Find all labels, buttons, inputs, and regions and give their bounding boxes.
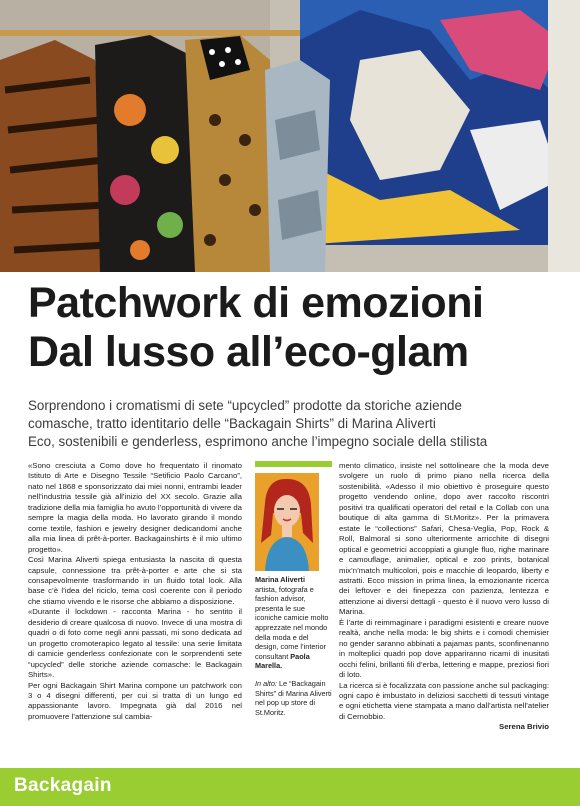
sidebar-bio [255, 575, 332, 671]
sidebar-description: artista, fotografa e fashion advisor, presenta le sue iconiche camicie molto apprezzate nel mondo della moda e del design, come l’interior consultant [255, 584, 329, 661]
woman-portrait-icon [255, 473, 319, 571]
accent-bar [255, 461, 332, 467]
shirts-on-rack-illustration [0, 0, 580, 272]
article-subtitle [28, 397, 568, 451]
caption-label: In alto: [255, 678, 279, 688]
sidebar-name-2: Paola Marella. [255, 651, 310, 671]
body-paragraph: «Sono cresciuta a Como dove ho frequentato il rinomato Istituto di Arte e Disegno Tessile “Setificio Paolo Carcano”, nato nel 1868 e sponsorizzato dai miei nonni, entrambi leader nell’industria tessile già all’inizio del XX secolo. Grazie alla tradizione della mia famiglia ho avuto l’opportunità di vivere da sempre la magia della moda. Ho lavorato girando il mondo come textile, fashion e jewelry designer dedicandomi anche alla mia linea di prêt-à-porter. Backagainshirts è il mio ultimo progetto». [28, 461, 242, 554]
body-column-left [28, 461, 242, 722]
hero-photo [0, 0, 580, 272]
subtitle-line-1: Sorprendono i cromatismi di sete “upcycled” prodotte da storiche aziende [28, 398, 462, 413]
photo-caption [255, 679, 332, 717]
body-paragraph: È l’arte di reimmaginare i paradigmi esistenti e creare nuove realtà, anche nella moda: le big shirts e i comodi chemisier no gender saranno abbinati a pajamas pants, sconfinenanno in molteplici quadri pop dove appariranno ricami di inusitati occhi felini, brillanti fili d’erba, lettering e mappe, preziosi fiori di loto. [339, 617, 549, 680]
body-paragraph: Così Marina Aliverti spiega entusiasta la nascita di questa capsule, connessione tra prêt-à-porter e arte che si sta consapevolmente trasformando in un fluido total look. Alla base c’è l’idea del riciclo, tema così coerente con il periodo che stiamo vivendo e le risorse che abbiamo a disposizione. [28, 555, 242, 606]
caption-text: Le “Backagain Shirts” di Marina Aliverti nel pop up store di St.Moritz. [255, 678, 332, 717]
sidebar-name: Marina Aliverti [255, 575, 306, 584]
portrait-illustration [255, 473, 319, 571]
body-column-right [339, 461, 549, 733]
headline-line-1: Patchwork di emozioni [28, 279, 484, 327]
body-paragraph: La ricerca si è focalizzata con passione anche sul packaging: ogni capo è imbustato in deliziosi sacchetti di tessuti vintage e ogni etichetta viene stampata a mano dall’artista nell’atelier di Cernobbio. [339, 680, 549, 721]
author-sidebar [255, 461, 332, 717]
article-headline [28, 279, 568, 377]
section-footer [0, 768, 580, 806]
subtitle-line-3: Eco, sostenibili e genderless, esprimono anche l’impegno sociale della stilista [28, 434, 488, 449]
headline-line-2: Dal lusso all’eco-glam [28, 328, 469, 376]
body-paragraph: Per ogni Backagain Shirt Marina compone un patchwork con 3 o 4 disegni differenti, per cui si tratta di un lungo ed appassionante lavoro. Impegnata già dal 2016 nel promuovere l’attenzione sul cambia- [28, 680, 242, 721]
article-byline: Serena Brivio [499, 722, 549, 732]
section-label: Backagain [14, 775, 112, 796]
body-paragraph: mento climatico, insiste nel sottolineare che la moda deve svolgere un ruolo di primo piano nella ricerca della sostenibilità. «Adesso il mio obiettivo è proseguire questo progetto vendendo online, dopo aver raccolto riscontri positivi tra qualificati operatori del retail e la Collab con una boutique di alta gamma di St.Moritz». Per la primavera estate le “collections” Safari, Chesa-Veglia, Pop, Rock & Roll, Balmoral si sono ulteriormente arricchite di disegni optical e geometrici accoppiati a giungle fluo, righe marinare e camouflage, animalier, optical e zoo prints, botanical mix’n’match multicolori, pois e macchie di leopardo, liberty e astratti. Ecco mission in prima linea, la emozionante ricerca dei leftover e dei finepezza con pazienza, lentezza e attenzione ai diversi dettagli - questo è il nuovo vero lusso di Marina. [339, 461, 549, 617]
subtitle-line-2: comasche, tratto identitario delle “Backagain Shirts” di Marina Aliverti [28, 416, 436, 431]
body-paragraph: «Durante il lockdown - racconta Marina - ho sentito il desiderio di creare qualcosa di nuovo. Invece di una mostra di quadri o di foto come negli anni passati, mi sono dedicata ad un progetto cromoterapico legato al tessile: una serie limitata di camicie genderless confezionate con le sorprendenti sete “upcycled” delle storiche aziende comasche: le Backagain Shirts». [28, 607, 242, 680]
